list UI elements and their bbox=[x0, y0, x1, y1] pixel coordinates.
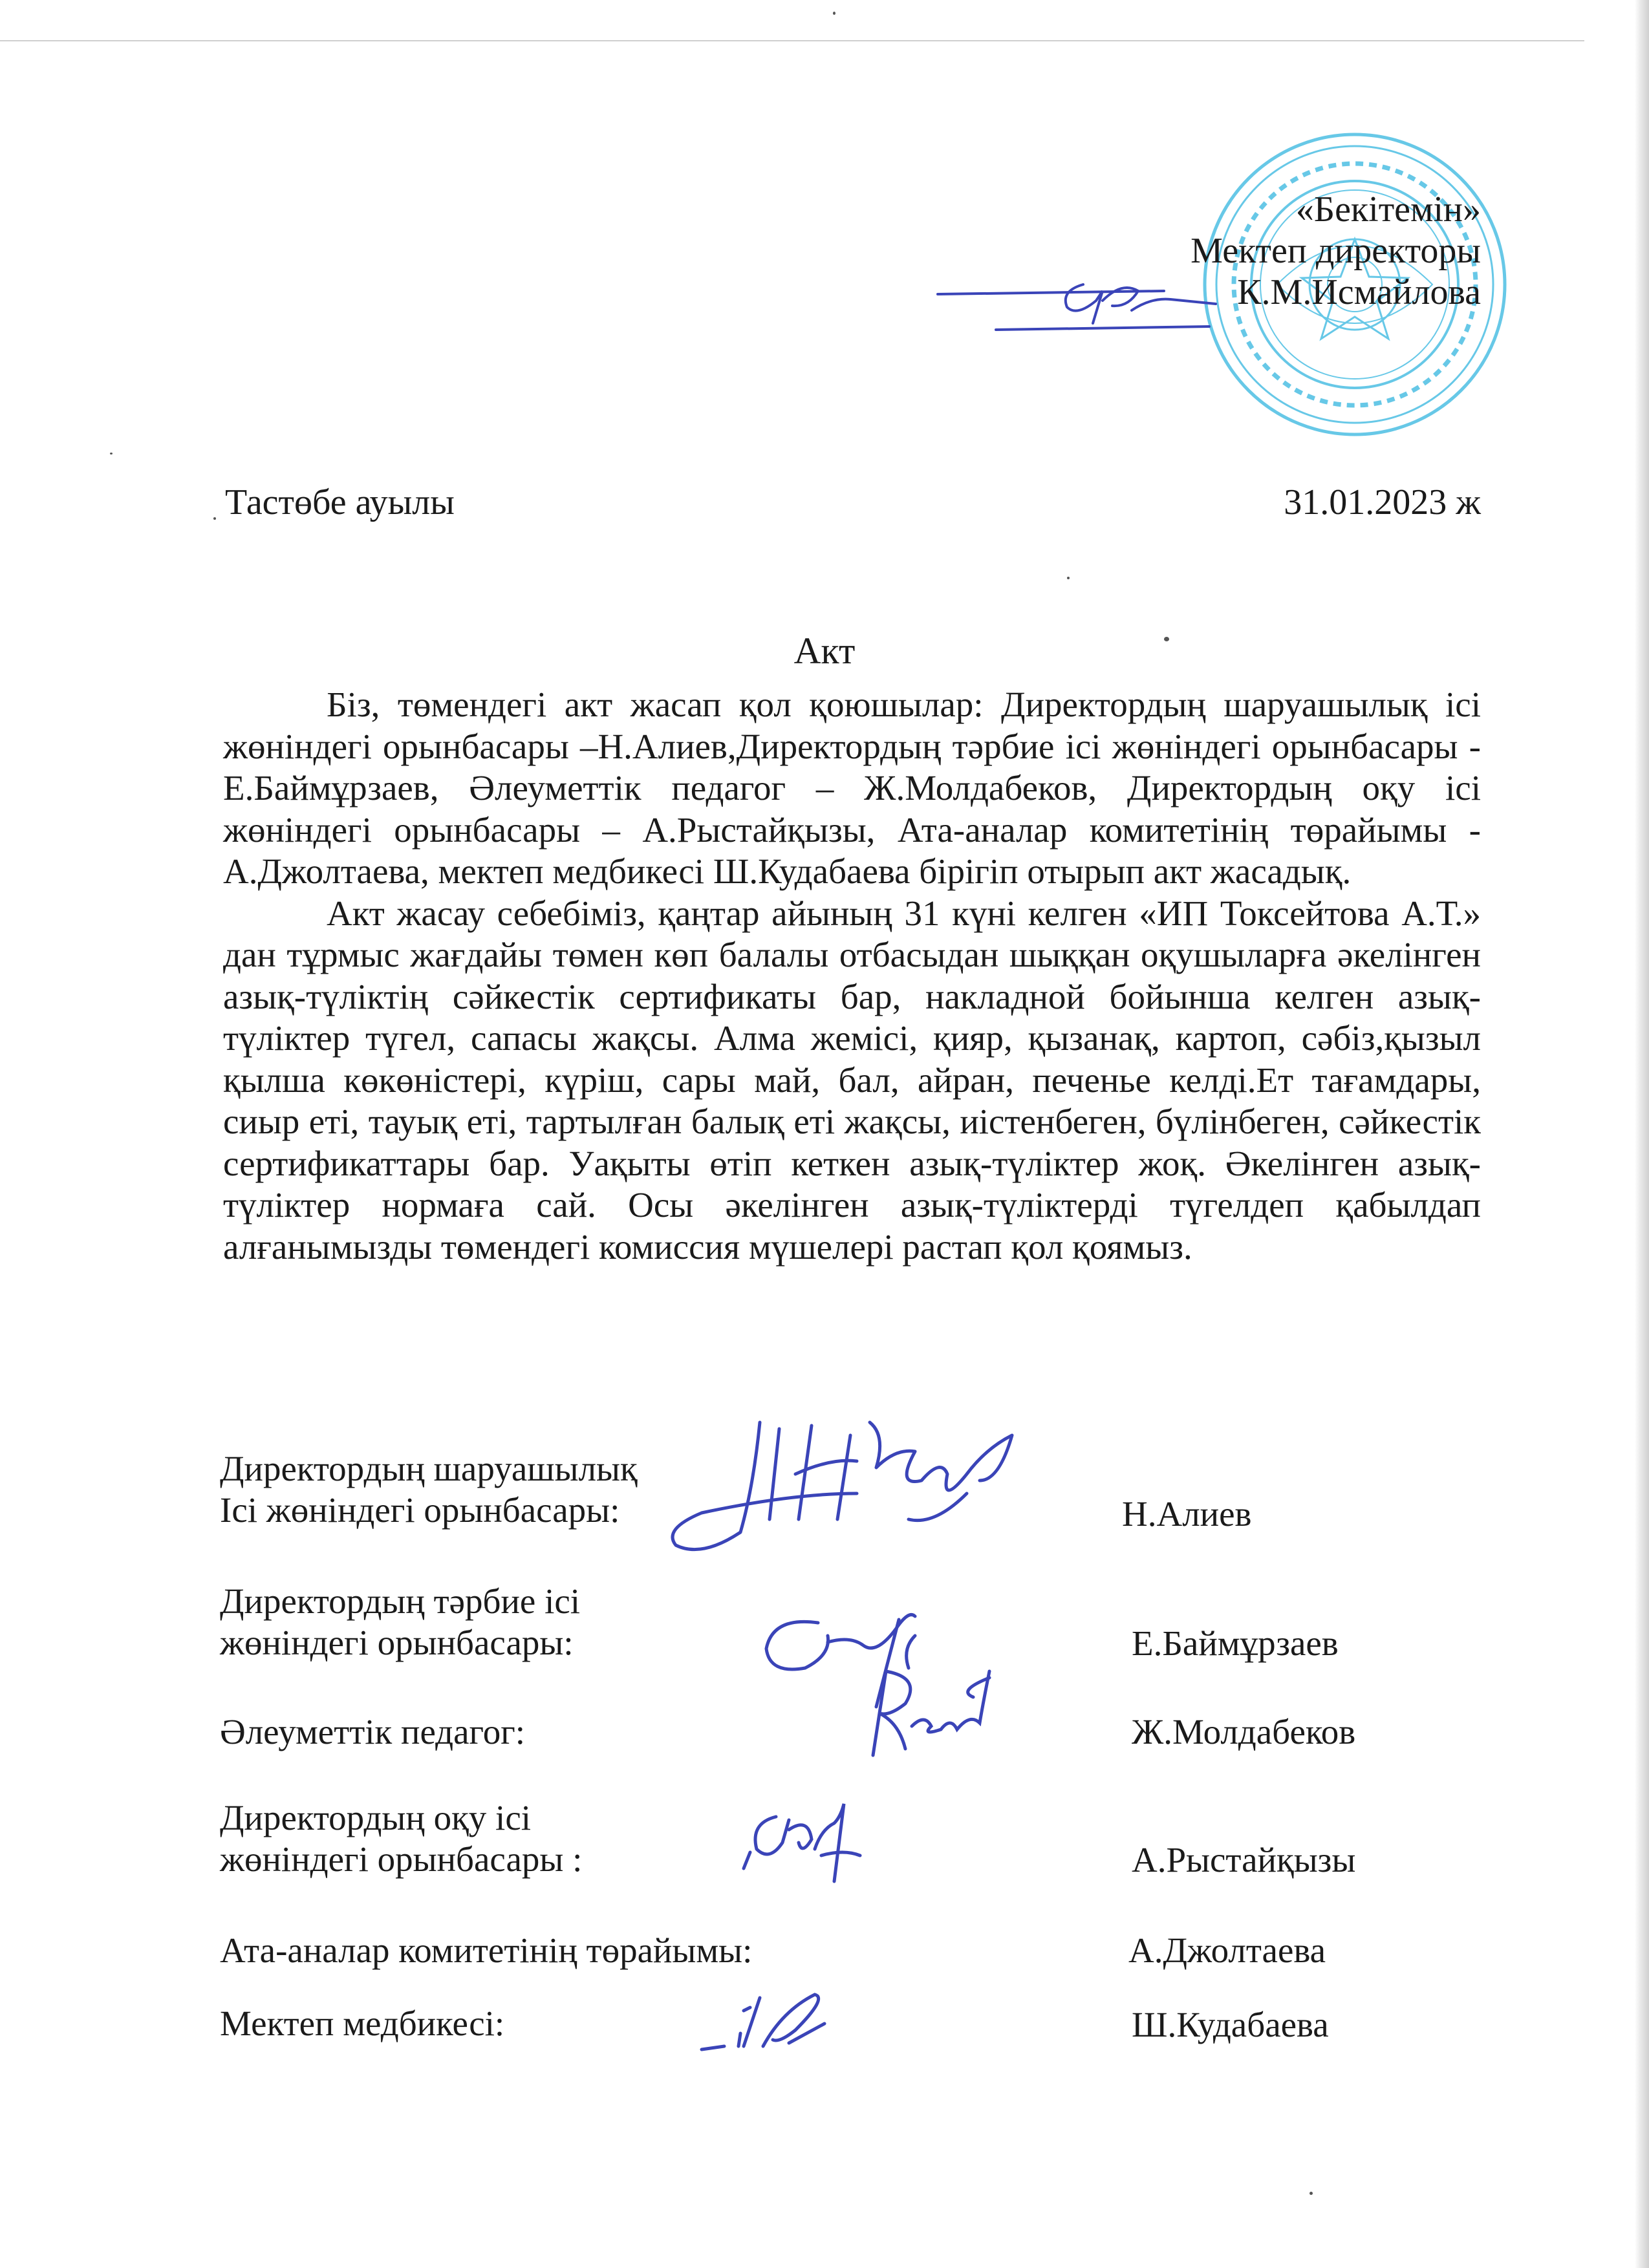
signatory-role-line: Ісі жөніндегі орынбасары: bbox=[220, 1490, 620, 1530]
signatory-role-line: жөніндегі орынбасары: bbox=[220, 1623, 574, 1662]
signatory-name: А.Джолтаева bbox=[1128, 1931, 1326, 1970]
signatory-role bbox=[220, 1797, 582, 1880]
place-name: Тастөбе ауылы bbox=[225, 482, 455, 522]
signatory-role-line: Ата-аналар комитетінің төрайымы: bbox=[220, 1931, 753, 1970]
signatory-role-line: жөніндегі орынбасары : bbox=[220, 1839, 583, 1879]
signature-rystaikyzy bbox=[737, 1791, 867, 1888]
signatory-name: Ш.Кудабаева bbox=[1132, 2005, 1329, 2044]
approval-position: Мектеп директоры bbox=[1191, 231, 1481, 271]
signature-kudabaeva bbox=[698, 1985, 834, 2056]
signatory-name: Е.Баймұрзаев bbox=[1132, 1623, 1339, 1663]
approval-name: К.М.Исмайлова bbox=[1237, 272, 1481, 312]
document-body bbox=[223, 684, 1481, 1268]
signatory-role-line: Мектеп медбикесі: bbox=[220, 2004, 505, 2043]
scan-edge-shadow bbox=[1635, 0, 1649, 2268]
signatory-role bbox=[220, 1930, 752, 1971]
signatory-name: Н.Алиев bbox=[1122, 1494, 1252, 1534]
approval-block bbox=[1009, 189, 1481, 313]
approval-heading: «Бекітемін» bbox=[1295, 189, 1481, 230]
signatory-role bbox=[220, 1448, 638, 1531]
scan-border-line bbox=[0, 40, 1584, 41]
signatory-name: Ж.Молдабеков bbox=[1132, 1712, 1356, 1751]
body-paragraph: Біз, төмендегі акт жасап қол қоюшылар: Директордың шаруашылық ісі жөніндегі орынбасары –Н.Алиев,Директордың тәрбие ісі жөніндегі орынбасары - Е.Баймұрзаев, Әлеуметтік педагог – Ж.Молдабеков, Директордың оқу ісі жөніндегі орынбасары – А.Рыстайқызы, Ата-аналар комитетінің төрайымы - А.Джолтаева, мектеп медбикесі Ш.Кудабаева бірігіп отырып акт жасадық. bbox=[223, 685, 1481, 891]
body-paragraph: Акт жасау себебіміз, қаңтар айының 31 күні келген «ИП Токсейтова А.Т.» дан тұрмыс жағдайы төмен көп балалы отбасыдан шыққан оқушыларға әкелінген азық-түліктің сәйкестік сертификаты бар, накладной бойынша келген азық-түліктер түгел, сапасы жақсы. Алма жемісі, қияр, қызанақ, картоп, сәбіз,қызыл қылша көкөністері, күріш, сары май, бал, айран, печенье келді.Ет тағамдары, сиыр еті, тауық еті, тартылған балық еті жақсы, иістенбеген, бүлінбеген, сәйкестік сертификаттары бар. Уақыты өтіп кеткен азық-түліктер жоқ. Әкелінген азық-түліктер нормаға сай. Осы әкелінген азық-түліктерді түгелдеп қабылдап алғанымызды төмендегі комиссия мүшелері растап қол қоямыз. bbox=[223, 893, 1481, 1267]
signature-aliev bbox=[663, 1396, 1031, 1565]
document-title: Акт bbox=[793, 630, 856, 672]
scan-speck bbox=[110, 453, 113, 455]
signature-moldabekov bbox=[860, 1652, 1002, 1762]
document-date: 31.01.2023 ж bbox=[1284, 482, 1481, 522]
signatory-role-line: Директордың оқу ісі bbox=[220, 1798, 532, 1837]
signatory-role-line: Директордың шаруашылық bbox=[220, 1449, 638, 1488]
signatory-role-line: Директордың тәрбие ісі bbox=[220, 1581, 581, 1621]
signatory-role bbox=[220, 2003, 504, 2044]
signatory-role bbox=[220, 1581, 580, 1664]
scan-speck bbox=[1310, 2192, 1313, 2195]
scan-speck bbox=[1067, 577, 1070, 579]
scan-speck bbox=[213, 517, 216, 520]
scan-speck bbox=[833, 12, 835, 15]
signatory-role-line: Әлеуметтік педагог: bbox=[220, 1712, 526, 1751]
signatory-role bbox=[220, 1711, 525, 1753]
signatory-name: А.Рыстайқызы bbox=[1132, 1840, 1356, 1879]
scan-speck bbox=[1164, 637, 1169, 641]
